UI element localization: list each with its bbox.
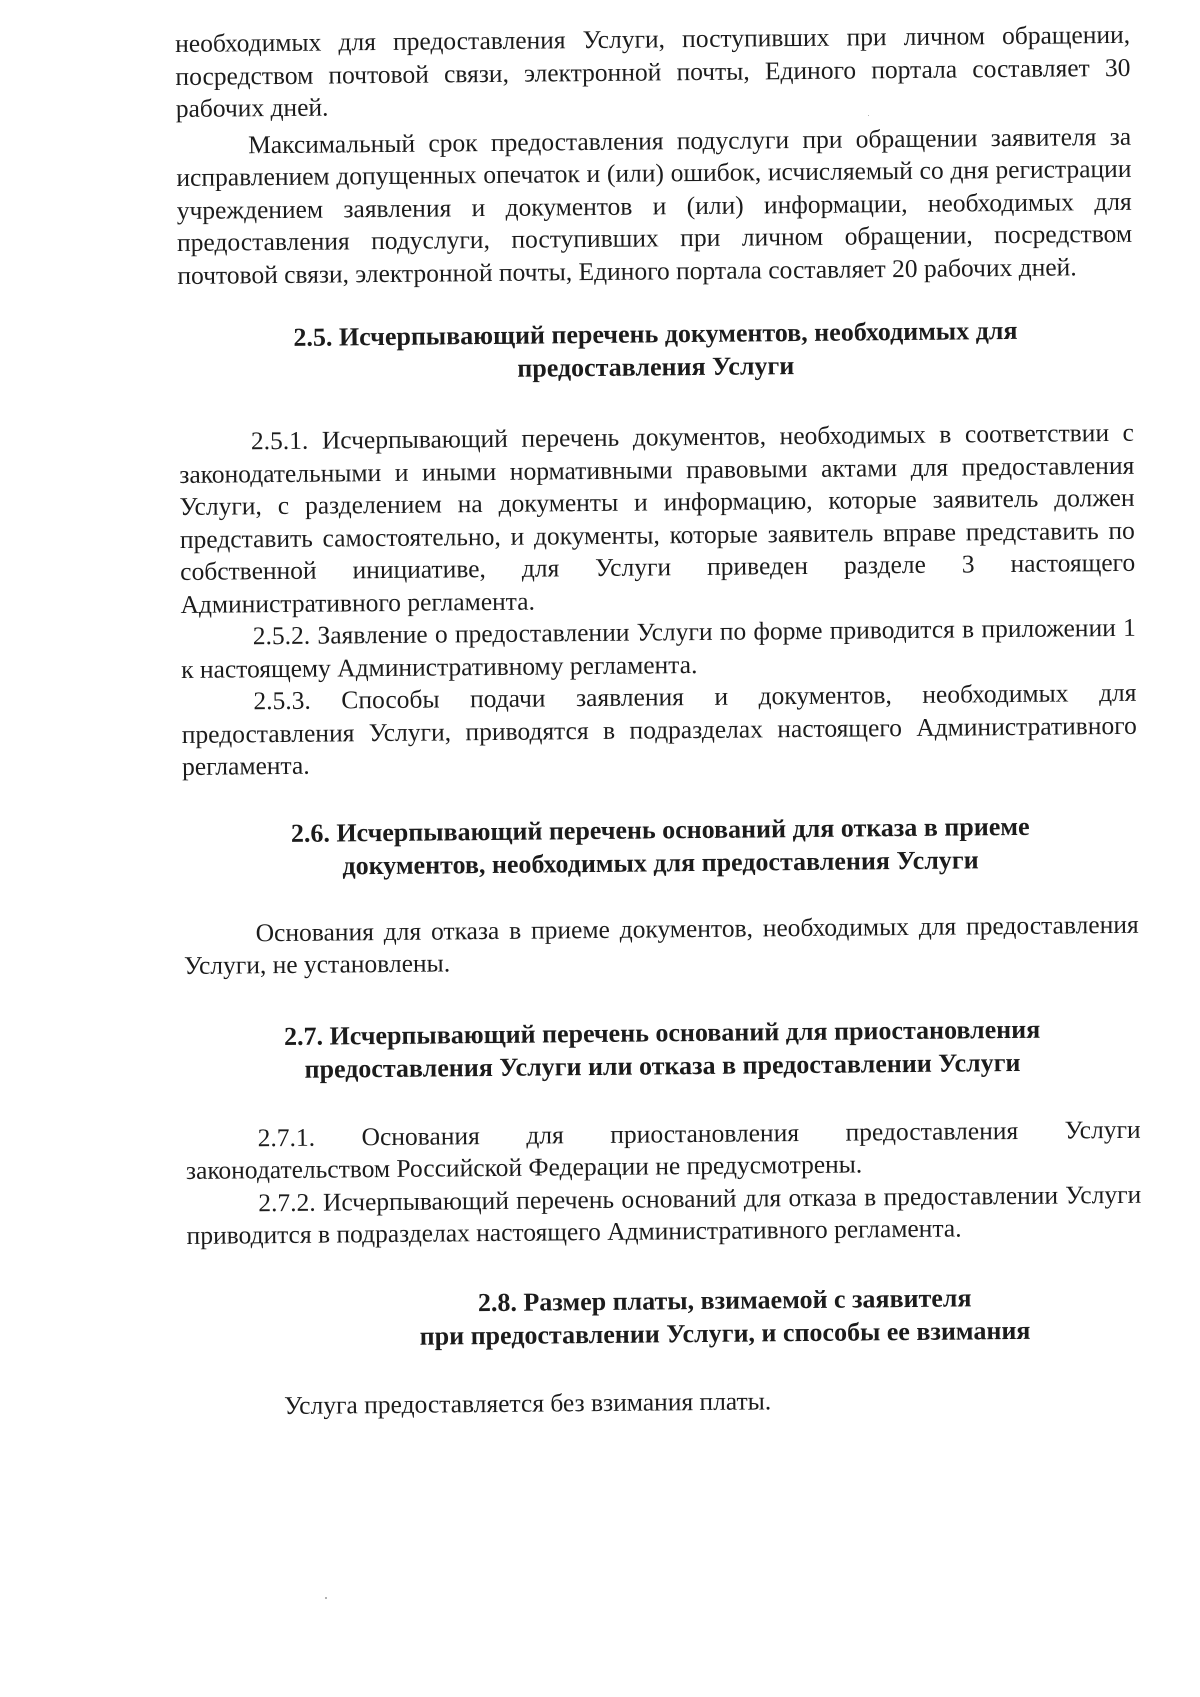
section-heading-2-7	[185, 1011, 1141, 1086]
paragraph-2-7-2: 2.7.2. Исчерпывающий перечень оснований для отказа в предоставлении Услуги приводится в подразделах настоящего Административного регламента.	[186, 1179, 1142, 1250]
section-heading-2-7-line2: предоставления Услуги или отказа в предоставлении Услуги	[304, 1047, 1021, 1084]
paragraph-2-7-1: 2.7.1. Основания для приостановления предоставления Услуги законодательством Российской Федерации не предусмотрены.	[185, 1114, 1141, 1185]
paragraph-2-5-1: 2.5.1. Исчерпывающий перечень документов, необходимых в соответствии с законодательными и иными нормативными правовыми актами для предоставления Услуги, с разделением на документы и информацию, которые заявитель должен представить самостоятельно, и документы, которые заявитель вправе представить по собственной инициативе, для Услуги приведен разделе 3 настоящего Административного регламента.	[179, 417, 1136, 619]
section-heading-2-6	[183, 808, 1139, 883]
intro-paragraph-correction-term: Максимальный срок предоставления подуслуги при обращении заявителя за исправлением допущенных опечаток и (или) ошибок, исчисляемый со дня регистрации учреждением заявления и документов и (или) информации, необходимых для предоставления подуслуги, поступивших при личном обращении, посредством почтовой связи, электронной почты, Единого портала составляет 20 рабочих дней.	[176, 121, 1133, 290]
section-heading-2-5-line2: предоставления Услуги	[517, 351, 795, 383]
section-heading-2-8	[187, 1279, 1143, 1354]
section-heading-2-6-line1: 2.6. Исчерпывающий перечень оснований для отказа в приеме	[290, 811, 1030, 848]
paragraph-2-8-fee: Услуга предоставляется без взимания платы.	[284, 1385, 772, 1420]
paragraph-2-5-2: 2.5.2. Заявление о предоставлении Услуги по форме приводится в приложении 1 к настоящему Административному регламента.	[181, 612, 1136, 684]
paragraph-2-6-grounds: Основания для отказа в приеме документов, необходимых для предоставления Услуги, не установлены.	[183, 909, 1139, 980]
section-heading-2-5-line1: 2.5. Исчерпывающий перечень документов, необходимых для	[293, 315, 1018, 352]
section-heading-2-8-line2: при предоставлении Услуги, и способы ее взимания	[419, 1315, 1031, 1351]
section-heading-2-7-line1: 2.7. Исчерпывающий перечень оснований для приостановления	[283, 1014, 1041, 1051]
scan-speck	[325, 1597, 327, 1599]
section-heading-2-6-line2: документов, необходимых для предоставления Услуги	[342, 844, 979, 880]
section-heading-2-8-line1: 2.8. Размер платы, взимаемой с заявителя	[477, 1282, 972, 1317]
intro-paragraph-continuation: необходимых для предоставления Услуги, поступивших при личном обращении, посредством почтовой связи, электронной почты, Единого портала составляет 30 рабочих дней.	[175, 19, 1131, 123]
section-heading-2-5	[178, 313, 1134, 388]
paragraph-2-5-3: 2.5.3. Способы подачи заявления и документов, необходимых для предоставления Услуги, приводятся в подразделах настоящего Административного регламента.	[181, 677, 1137, 781]
scan-speck	[868, 115, 869, 116]
document-body	[175, 19, 1143, 1423]
